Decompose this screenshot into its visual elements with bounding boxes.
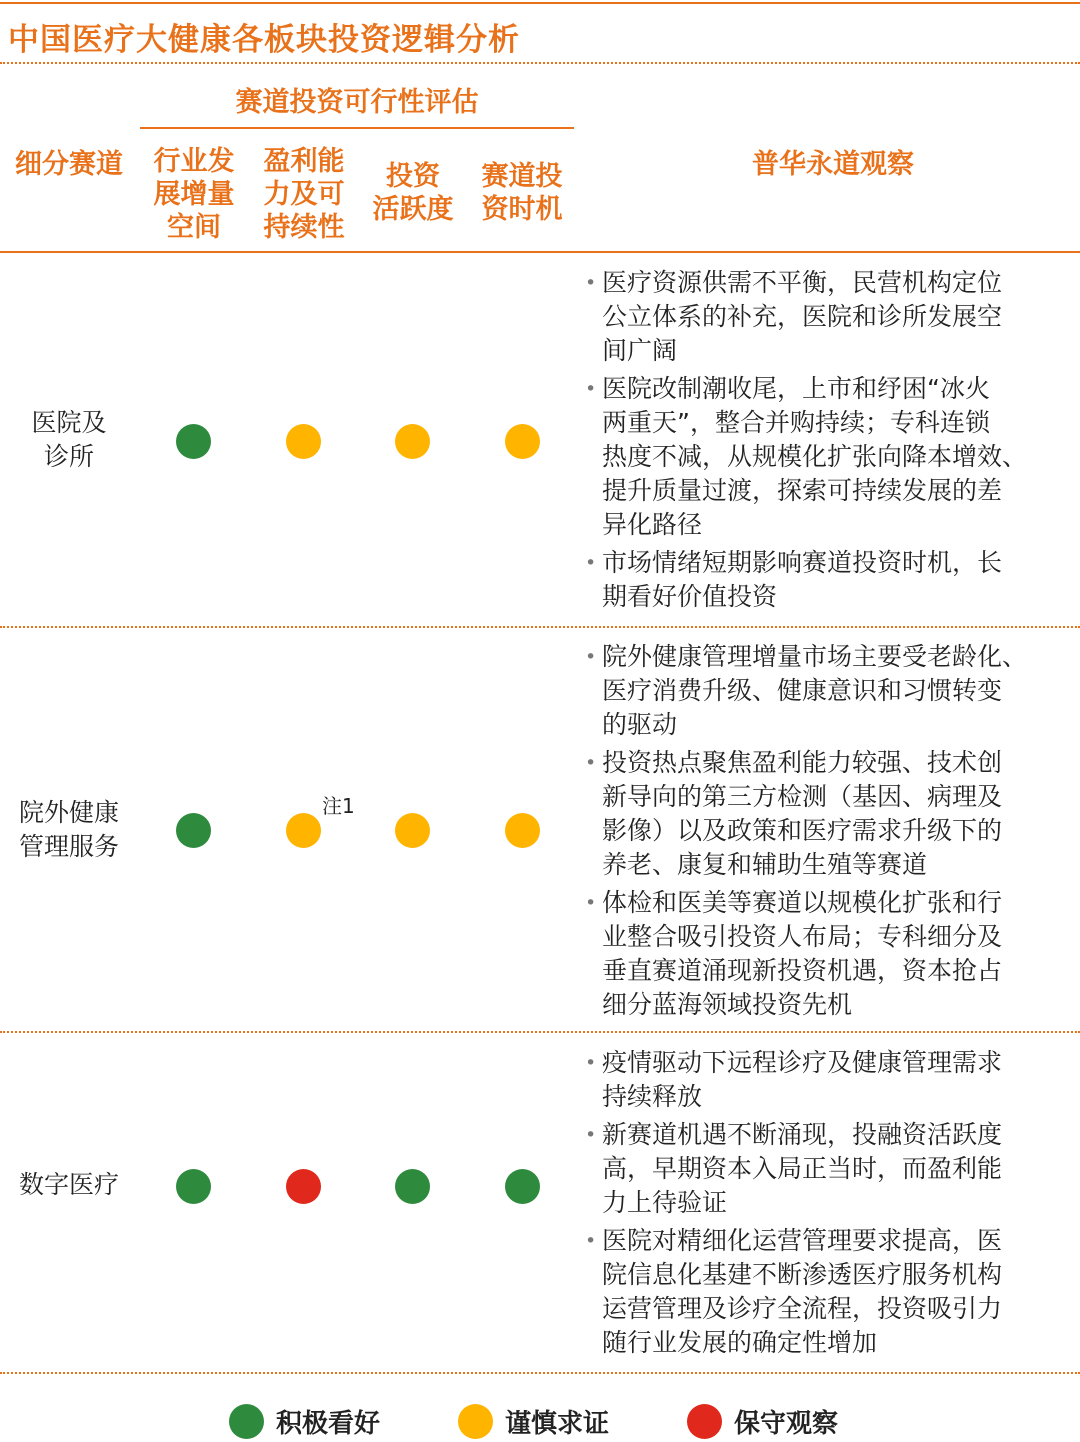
footnote-marker: 注1 <box>322 794 355 818</box>
observation-list-health-management <box>583 640 1073 1026</box>
observation-item: • 疫情驱动下远程诊疗及健康管理需求 持续释放 <box>585 1048 1003 1111</box>
legend-label: 积极看好 <box>276 1408 381 1439</box>
page-title: 中国医疗大健康各板块投资逻辑分析 <box>8 22 520 58</box>
header-segment: 细分赛道 <box>15 149 123 180</box>
legend-positive <box>229 1402 380 1440</box>
observation-item: • 新赛道机遇不断涌现，投融资活跃度 高，早期资本入局正当时，而盈利能 力上待验证 <box>585 1120 1003 1217</box>
header-col-profitability: 盈利能 力及可 持续性 <box>263 146 345 243</box>
row-divider <box>0 626 1080 628</box>
segment-name-hospitals: 医院及 诊所 <box>31 408 107 471</box>
observation-list-digital-health <box>583 1046 1073 1364</box>
rating-dot-r1-timing <box>505 424 540 459</box>
header-col-growth-space: 行业发 展增量 空间 <box>153 146 235 243</box>
legend-label: 保守观察 <box>734 1408 839 1439</box>
header-group-label: 赛道投资可行性评估 <box>235 87 479 118</box>
rating-dot-r1-profit <box>286 424 321 459</box>
rating-dot-r3-timing <box>505 1169 540 1204</box>
observation-list-hospitals <box>583 266 1073 618</box>
legend-label: 谨慎求证 <box>505 1408 610 1439</box>
legend-dot-red <box>687 1404 722 1439</box>
rating-dot-r2-growth <box>176 813 211 848</box>
rating-dot-r3-activity <box>395 1169 430 1204</box>
header-group-underline <box>140 127 574 129</box>
rating-dot-r2-activity <box>395 813 430 848</box>
observation-item: • 院外健康管理增量市场主要受老龄化、 医疗消费升级、健康意识和习惯转变 的驱动 <box>585 642 1028 739</box>
observation-item: • 医院改制潮收尾，上市和纾困“冰火 两重天”，整合并购持续；专科连锁 热度不减，从规模化扩张向降本增效、 提升质量过渡，探索可持续发展的差 异化路径 <box>585 374 1028 539</box>
row-divider <box>0 1031 1080 1033</box>
observation-item: • 市场情绪短期影响赛道投资时机，长 期看好价值投资 <box>585 548 1003 611</box>
observation-item: • 医疗资源供需不平衡，民营机构定位 公立体系的补充，医院和诊所发展空 间广阔 <box>585 268 1003 365</box>
rating-dot-r2-profit <box>286 813 321 848</box>
observation-item: • 体检和医美等赛道以规模化扩张和行 业整合吸引投资人布局；专科细分及 垂直赛道涌现新投资机遇，资本抢占 细分蓝海领域投资先机 <box>585 888 1003 1019</box>
segment-name-digital-health: 数字医疗 <box>18 1170 119 1199</box>
table-bottom-divider <box>0 1372 1080 1374</box>
header-bottom-rule <box>0 251 1080 253</box>
segment-name-health-management: 院外健康 管理服务 <box>18 798 119 861</box>
observation-item: • 医院对精细化运营管理要求提高，医 院信息化基建不断渗透医疗服务机构 运营管理及诊疗全流程，投资吸引力 随行业发展的确定性增加 <box>585 1226 1003 1357</box>
rating-dot-r3-profit <box>286 1169 321 1204</box>
rating-dot-r3-growth <box>176 1169 211 1204</box>
title-divider <box>0 62 1080 64</box>
legend-dot-green <box>229 1404 264 1439</box>
top-rule <box>0 2 1080 4</box>
rating-dot-r2-timing <box>505 813 540 848</box>
rating-dot-r1-activity <box>395 424 430 459</box>
header-col-activity: 投资 活跃度 <box>372 161 454 225</box>
legend-conservative <box>687 1402 838 1440</box>
observation-item: • 投资热点聚焦盈利能力较强、技术创 新导向的第三方检测（基因、病理及 影像）以及政策和医疗需求升级下的 养老、康复和辅助生殖等赛道 <box>585 748 1003 879</box>
header-col-timing: 赛道投 资时机 <box>481 161 563 225</box>
header-observation: 普华永道观察 <box>752 149 914 180</box>
rating-dot-r1-growth <box>176 424 211 459</box>
legend-cautious <box>458 1402 609 1440</box>
legend-dot-yellow <box>458 1404 493 1439</box>
